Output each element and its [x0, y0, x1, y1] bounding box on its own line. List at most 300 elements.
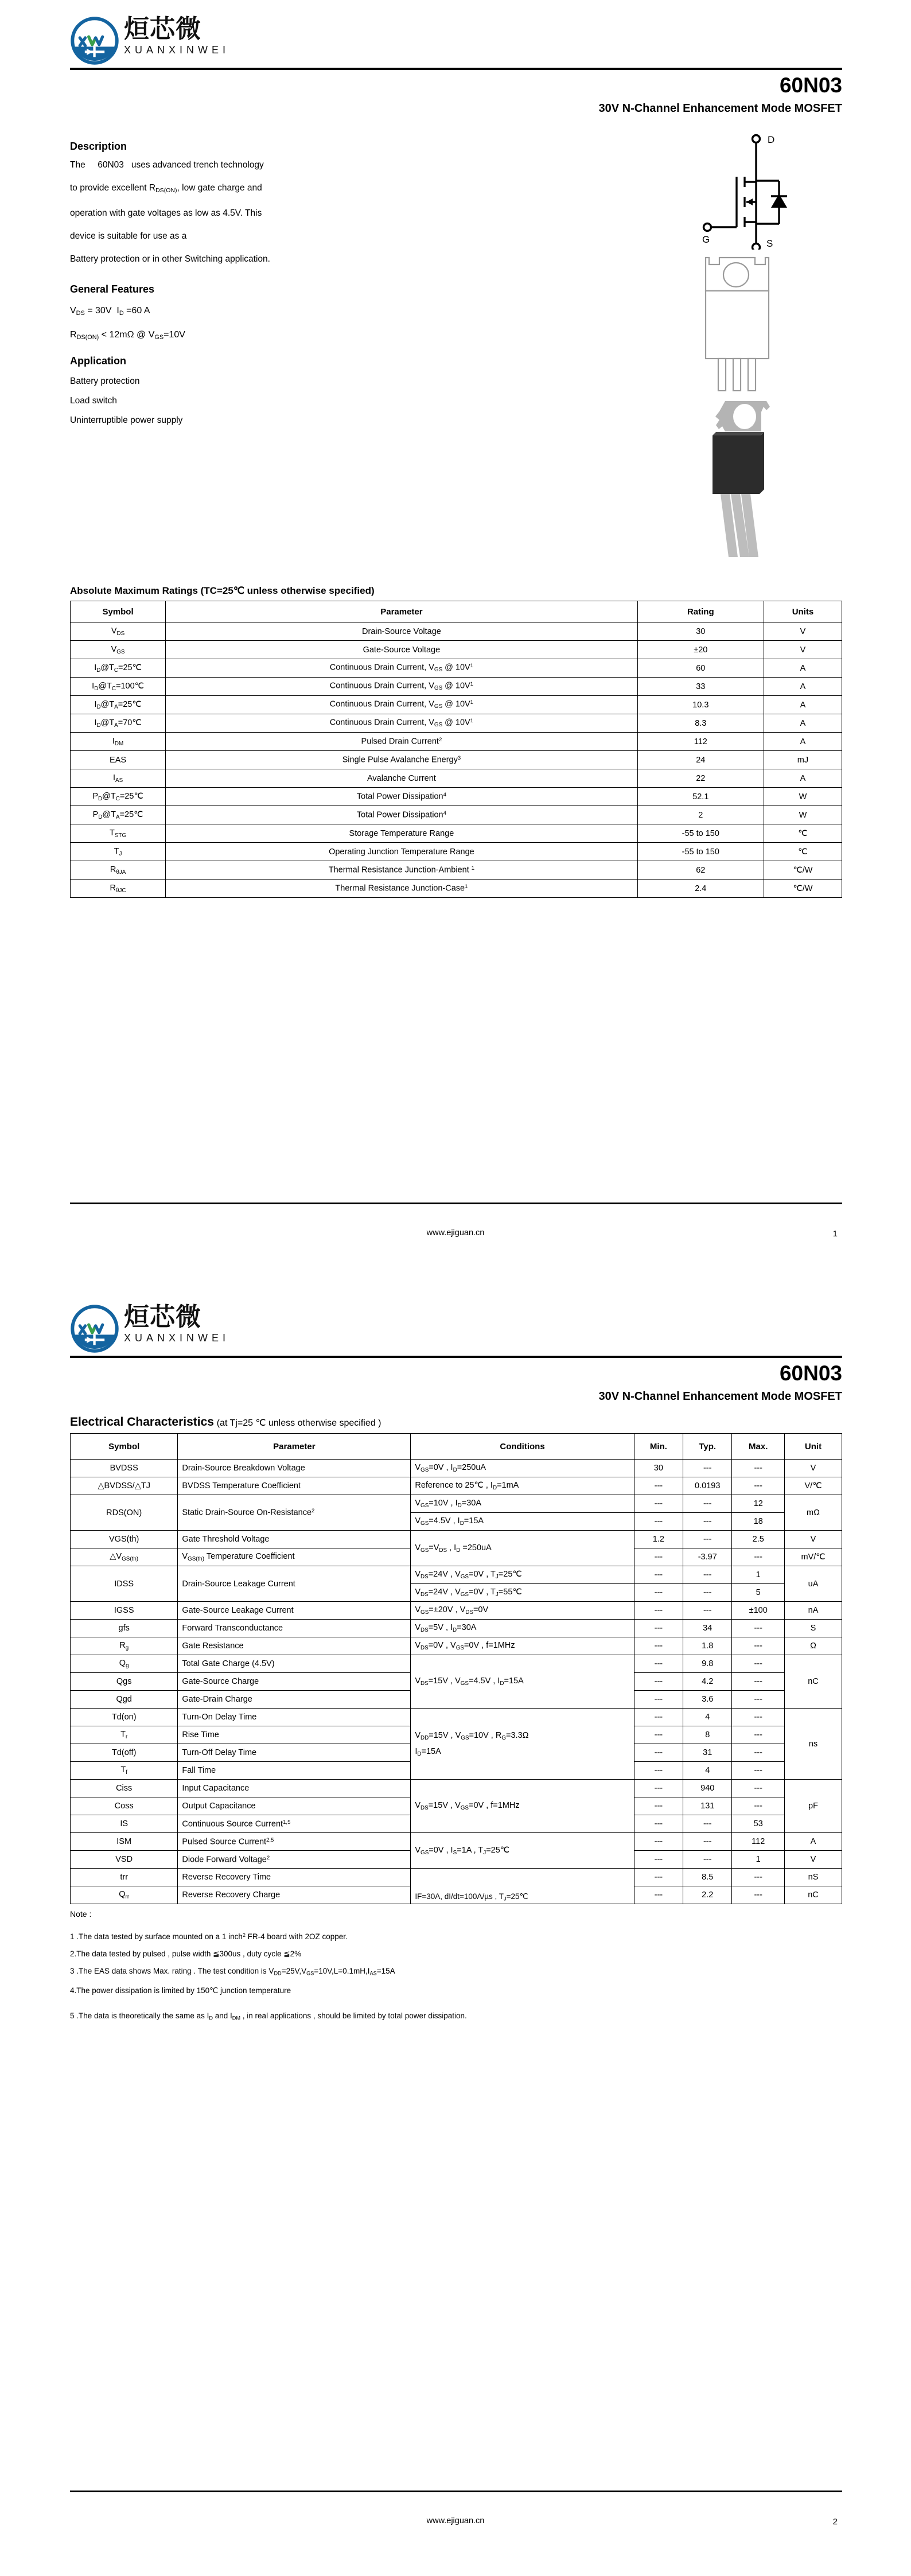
cell-min: ---	[634, 1744, 683, 1762]
cell-max: ---	[732, 1655, 785, 1673]
cell-min: ---	[634, 1477, 683, 1495]
cell-rating: 2	[637, 806, 764, 824]
absolute-max-title: Absolute Maximum Ratings (TC=25℃ unless otherwise specified)	[70, 585, 375, 596]
cell-typ: 31	[683, 1744, 732, 1762]
cell-parameter: Rise Time	[178, 1726, 411, 1744]
note-item: 4.The power dissipation is limited by 150℃ junction temperature	[70, 1986, 291, 1995]
cell-parameter: Total Gate Charge (4.5V)	[178, 1655, 411, 1673]
cell-symbol: Td(off)	[71, 1744, 178, 1762]
cell-parameter: Gate-Drain Charge	[178, 1691, 411, 1709]
cell-max: 18	[732, 1513, 785, 1531]
cell-symbol: $Q_g$	[71, 1655, 178, 1673]
electrical-title-condition: (at Tj=25 ℃ unless otherwise specified )	[216, 1418, 381, 1428]
cell-parameter: Gate-Source Charge	[178, 1673, 411, 1691]
cell-symbol: △BVDSS/△TJ	[71, 1477, 178, 1495]
cell-parameter: Total Power Dissipation$^4$	[166, 788, 638, 806]
cell-max: ---	[732, 1886, 785, 1904]
notes-heading: Note :	[70, 1909, 92, 1919]
cell-units: A	[764, 678, 842, 696]
xw-logo-icon	[70, 16, 119, 65]
cell-parameter: Storage Temperature Range	[166, 824, 638, 843]
column-header-conditions: Conditions	[411, 1434, 634, 1460]
general-features-line: $V_{DS} = 30V$ $I_D =60$ A	[70, 305, 150, 317]
table-row	[71, 1637, 842, 1655]
table-row	[71, 733, 842, 751]
cell-parameter: Forward Transconductance	[178, 1620, 411, 1637]
cell-symbol: IDSS	[71, 1566, 178, 1602]
cell-symbol: $T_r$	[71, 1726, 178, 1744]
electrical-section	[70, 1415, 842, 2026]
cell-rating: 62	[637, 861, 764, 880]
cell-min: ---	[634, 1815, 683, 1833]
cell-typ: ---	[683, 1566, 732, 1584]
cell-units: mJ	[764, 751, 842, 769]
cell-unit: nC	[785, 1886, 842, 1904]
cell-conditions: $V_{GS}=10V$ , $I_D=30A$	[411, 1495, 634, 1513]
cell-rating: ±20	[637, 641, 764, 659]
cell-symbol: $T_f$	[71, 1762, 178, 1780]
column-header-typ: Typ.	[683, 1434, 732, 1460]
cell-unit: V	[785, 1531, 842, 1548]
cell-parameter: Continuous Drain Current, $V_{GS}$ @ $10V^1$	[166, 678, 638, 696]
cell-conditions: $V_{GS}=4.5V$ , $I_D=15A$	[411, 1513, 634, 1531]
cell-symbol: $R_{\theta JC}$	[71, 880, 166, 898]
cell-max: ---	[732, 1726, 785, 1744]
cell-typ: 131	[683, 1797, 732, 1815]
cell-symbol: VSD	[71, 1851, 178, 1869]
cell-min: ---	[634, 1709, 683, 1726]
cell-typ: 0.0193	[683, 1477, 732, 1495]
cell-typ: -3.97	[683, 1548, 732, 1566]
cell-conditions: $V_{DD}=15V$ , $V_{GS}=10V$ , $R_G=3.3\Omega$ $I_D=15A$	[411, 1709, 634, 1780]
mosfet-symbol-diagram	[687, 132, 791, 250]
application-item: Battery protection	[70, 376, 140, 386]
application-heading: Application	[70, 355, 126, 367]
symbol-drain-label: D	[768, 134, 775, 145]
cell-conditions: IF=30A, dI/dt=100A/µs , $T_J=25℃$	[411, 1869, 634, 1904]
cell-min: ---	[634, 1584, 683, 1602]
cell-units: ℃/W	[764, 861, 842, 880]
cell-unit: A	[785, 1833, 842, 1851]
cell-min: ---	[634, 1620, 683, 1637]
cell-symbol: $I_D@T_C=25℃$	[71, 659, 166, 678]
page-number: 2	[832, 2517, 838, 2527]
table-row	[71, 1566, 842, 1584]
cell-typ: 4.2	[683, 1673, 732, 1691]
cell-conditions: $V_{DS}=15V$ , $V_{GS}=0V$ , f=1MHz	[411, 1780, 634, 1833]
description-line: device is suitable for use as a	[70, 231, 187, 241]
cell-parameter: Continuous Source Current$^{1,5}$	[178, 1815, 411, 1833]
company-logo	[70, 16, 229, 65]
cell-symbol: IGSS	[71, 1602, 178, 1620]
cell-units: A	[764, 769, 842, 788]
cell-symbol: gfs	[71, 1620, 178, 1637]
cell-symbol: $\triangle V_{GS(th)}$	[71, 1548, 178, 1566]
cell-typ: 940	[683, 1780, 732, 1797]
cell-rating: 30	[637, 622, 764, 641]
cell-min: ---	[634, 1602, 683, 1620]
brand-chinese-name: 烜芯微	[124, 1302, 201, 1332]
cell-min: ---	[634, 1797, 683, 1815]
application-item: Load switch	[70, 396, 117, 406]
cell-typ: 8	[683, 1726, 732, 1744]
cell-rating: 24	[637, 751, 764, 769]
table-row	[71, 1460, 842, 1477]
cell-max: ---	[732, 1620, 785, 1637]
cell-units: ℃/W	[764, 880, 842, 898]
cell-parameter: Thermal Resistance Junction-Ambient $^1$	[166, 861, 638, 880]
cell-conditions: $V_{GS}=\pm 20V$ , $V_{DS}=0V$	[411, 1602, 634, 1620]
table-row	[71, 622, 842, 641]
cell-symbol: EAS	[71, 751, 166, 769]
page-1-header	[70, 0, 842, 115]
cell-min: ---	[634, 1851, 683, 1869]
cell-conditions: $V_{DS}=5V$ , $I_D=30A$	[411, 1620, 634, 1637]
cell-parameter: Turn-On Delay Time	[178, 1709, 411, 1726]
column-header-units: Units	[764, 601, 842, 622]
cell-unit: nS	[785, 1869, 842, 1886]
document-subtitle: 30V N-Channel Enhancement Mode MOSFET	[598, 102, 842, 115]
table-row	[71, 1531, 842, 1548]
cell-unit: mV/℃	[785, 1548, 842, 1566]
electrical-characteristics-table	[70, 1433, 842, 1904]
table-row	[71, 696, 842, 714]
cell-units: W	[764, 788, 842, 806]
cell-parameter: Gate Resistance	[178, 1637, 411, 1655]
note-item: 5 .The data is theoretically the same as $I_D$ and $I_{DM}$ , in real applications , should be limited by total power dissipation.	[70, 2011, 467, 2021]
cell-symbol: RDS(ON)	[71, 1495, 178, 1531]
cell-units: ℃	[764, 843, 842, 861]
cell-typ: ---	[683, 1602, 732, 1620]
cell-typ: 34	[683, 1620, 732, 1637]
cell-rating: 2.4	[637, 880, 764, 898]
table-row	[71, 751, 842, 769]
cell-unit: ns	[785, 1709, 842, 1780]
cell-units: V	[764, 641, 842, 659]
table-row	[71, 788, 842, 806]
brand-chinese-name: 烜芯微	[124, 14, 201, 44]
cell-symbol: ISM	[71, 1833, 178, 1851]
absolute-max-section	[70, 585, 842, 898]
table-row	[71, 659, 842, 678]
cell-min: 30	[634, 1460, 683, 1477]
table-row	[71, 880, 842, 898]
column-header-parameter: Parameter	[166, 601, 638, 622]
cell-max: ---	[732, 1780, 785, 1797]
cell-units: ℃	[764, 824, 842, 843]
cell-parameter: Drain-Source Breakdown Voltage	[178, 1460, 411, 1477]
page-2	[0, 1288, 911, 2576]
header-divider	[70, 1356, 842, 1358]
column-header-parameter: Parameter	[178, 1434, 411, 1460]
absolute-max-body	[71, 622, 842, 898]
cell-max: 112	[732, 1833, 785, 1851]
general-features-line: $R_{DS(ON)} < 12m\Omega$ @ $V_{GS}=10V$	[70, 329, 185, 341]
cell-symbol: $I_{AS}$	[71, 769, 166, 788]
cell-rating: -55 to 150	[637, 843, 764, 861]
cell-min: ---	[634, 1780, 683, 1797]
cell-max: 1	[732, 1851, 785, 1869]
cell-symbol: BVDSS	[71, 1460, 178, 1477]
cell-parameter: Input Capacitance	[178, 1780, 411, 1797]
cell-min: 1.2	[634, 1531, 683, 1548]
to220-package-image	[670, 253, 802, 557]
cell-parameter: Continuous Drain Current, $V_{GS}$ @ $10V^1$	[166, 714, 638, 733]
cell-rating: 52.1	[637, 788, 764, 806]
application-item: Uninterruptible power supply	[70, 415, 183, 425]
cell-max: 5	[732, 1584, 785, 1602]
cell-symbol: VGS(th)	[71, 1531, 178, 1548]
cell-parameter: Turn-Off Delay Time	[178, 1744, 411, 1762]
cell-min: ---	[634, 1869, 683, 1886]
cell-typ: ---	[683, 1851, 732, 1869]
table-row	[71, 1869, 842, 1886]
cell-parameter: Fall Time	[178, 1762, 411, 1780]
table-row	[71, 806, 842, 824]
cell-typ: 4	[683, 1709, 732, 1726]
table-row	[71, 1477, 842, 1495]
cell-parameter: Pulsed Source Current$^{2,5}$	[178, 1833, 411, 1851]
table-header-row	[71, 1434, 842, 1460]
description-line: The 60N03 uses advanced trench technology	[70, 160, 264, 170]
table-row	[71, 824, 842, 843]
table-row	[71, 1709, 842, 1726]
graphics-column	[655, 132, 862, 557]
note-item: 3 .The EAS data shows Max. rating . The test condition is $V_{DD}=25V,V_{GS}=10V,L=0.1mH,I_{AS}=15A$	[70, 1967, 395, 1976]
cell-parameter: Operating Junction Temperature Range	[166, 843, 638, 861]
cell-unit: uA	[785, 1566, 842, 1602]
cell-symbol: $P_D@T_A=25℃$	[71, 806, 166, 824]
description-line: to provide excellent $R_{DS(ON)}$, low gate charge and	[70, 183, 262, 194]
cell-typ: ---	[683, 1460, 732, 1477]
absolute-maximum-ratings-table	[70, 601, 842, 898]
table-row	[71, 1780, 842, 1797]
cell-rating: 10.3	[637, 696, 764, 714]
cell-min: ---	[634, 1495, 683, 1513]
cell-parameter: Continuous Drain Current, $V_{GS}$ @ $10V^1$	[166, 696, 638, 714]
cell-max: ---	[732, 1673, 785, 1691]
cell-units: W	[764, 806, 842, 824]
cell-min: ---	[634, 1762, 683, 1780]
cell-conditions: Reference to 25℃ , $I_D=1mA$	[411, 1477, 634, 1495]
symbol-source-label: S	[766, 238, 773, 249]
cell-typ: 1.8	[683, 1637, 732, 1655]
cell-symbol: $I_{DM}$	[71, 733, 166, 751]
cell-typ: 4	[683, 1762, 732, 1780]
footer-divider	[70, 2491, 842, 2492]
cell-units: A	[764, 659, 842, 678]
cell-symbol: $I_D@T_A=25℃$	[71, 696, 166, 714]
table-row	[71, 678, 842, 696]
cell-typ: ---	[683, 1833, 732, 1851]
cell-symbol: $I_D@T_C=100℃$	[71, 678, 166, 696]
column-header-max: Max.	[732, 1434, 785, 1460]
table-row	[71, 1620, 842, 1637]
cell-max: ---	[732, 1637, 785, 1655]
cell-min: ---	[634, 1548, 683, 1566]
note-item: 1 .The data tested by surface mounted on a 1 inch$^2$ FR-4 board with 2OZ copper.	[70, 1932, 348, 1941]
column-header-rating: Rating	[637, 601, 764, 622]
cell-symbol: $I_D@T_A=70℃$	[71, 714, 166, 733]
cell-units: A	[764, 733, 842, 751]
table-row	[71, 641, 842, 659]
table-row	[71, 769, 842, 788]
cell-parameter: Total Power Dissipation$^4$	[166, 806, 638, 824]
cell-units: A	[764, 696, 842, 714]
cell-unit: mΩ	[785, 1495, 842, 1531]
cell-min: ---	[634, 1833, 683, 1851]
cell-parameter: Gate Threshold Voltage	[178, 1531, 411, 1548]
column-header-min: Min.	[634, 1434, 683, 1460]
cell-unit: nC	[785, 1655, 842, 1709]
electrical-title	[70, 1415, 842, 1429]
description-heading: Description	[70, 141, 127, 152]
cell-rating: -55 to 150	[637, 824, 764, 843]
cell-parameter: BVDSS Temperature Coefficient	[178, 1477, 411, 1495]
cell-symbol: Ciss	[71, 1780, 178, 1797]
cell-unit: V/℃	[785, 1477, 842, 1495]
cell-parameter: Avalanche Current	[166, 769, 638, 788]
cell-parameter: Pulsed Drain Current$^2$	[166, 733, 638, 751]
column-header-symbol: Symbol	[71, 1434, 178, 1460]
cell-max: ---	[732, 1869, 785, 1886]
cell-parameter: Output Capacitance	[178, 1797, 411, 1815]
cell-min: ---	[634, 1726, 683, 1744]
cell-typ: ---	[683, 1513, 732, 1531]
cell-symbol: $R_{\theta JA}$	[71, 861, 166, 880]
cell-min: ---	[634, 1637, 683, 1655]
description-line: Battery protection or in other Switching application.	[70, 254, 270, 264]
cell-min: ---	[634, 1691, 683, 1709]
cell-parameter: $V_{GS(th)}$ Temperature Coefficient	[178, 1548, 411, 1566]
cell-typ: 3.6	[683, 1691, 732, 1709]
cell-typ: 2.2	[683, 1886, 732, 1904]
cell-rating: 33	[637, 678, 764, 696]
footer-divider	[70, 1203, 842, 1204]
part-number: 60N03	[779, 73, 842, 97]
header-divider	[70, 68, 842, 70]
cell-symbol: $Q_{rr}$	[71, 1886, 178, 1904]
page-number: 1	[832, 1229, 838, 1239]
cell-typ: ---	[683, 1815, 732, 1833]
cell-parameter: Gate-Source Voltage	[166, 641, 638, 659]
document-subtitle: 30V N-Channel Enhancement Mode MOSFET	[598, 1390, 842, 1403]
cell-conditions: $V_{DS}=0V$ , $V_{GS}=0V$ , f=1MHz	[411, 1637, 634, 1655]
cell-parameter: Continuous Drain Current, $V_{GS}$ @ $10V^1$	[166, 659, 638, 678]
page-2-header	[70, 1288, 842, 1403]
brand-english-name: XUANXINWEI	[124, 1332, 230, 1344]
cell-rating: 60	[637, 659, 764, 678]
part-number: 60N03	[779, 1361, 842, 1385]
cell-symbol: $V_{GS}$	[71, 641, 166, 659]
cell-typ: 9.8	[683, 1655, 732, 1673]
electrical-body	[71, 1460, 842, 1904]
cell-unit: S	[785, 1620, 842, 1637]
cell-rating: 8.3	[637, 714, 764, 733]
cell-parameter: Drain-Source Leakage Current	[178, 1566, 411, 1602]
cell-unit: pF	[785, 1780, 842, 1833]
cell-conditions: $V_{DS}=24V$ , $V_{GS}=0V$ , $T_J=25℃$	[411, 1566, 634, 1584]
table-header-row	[71, 601, 842, 622]
symbol-gate-label: G	[702, 234, 710, 245]
cell-conditions: $V_{DS}=15V$ , $V_{GS}=4.5V$ , $I_D=15A$	[411, 1655, 634, 1709]
cell-max: ---	[732, 1460, 785, 1477]
cell-rating: 112	[637, 733, 764, 751]
table-row	[71, 1833, 842, 1851]
cell-symbol: $T_{STG}$	[71, 824, 166, 843]
table-row	[71, 861, 842, 880]
cell-conditions: $V_{GS}=0V$ , $I_S=1A$ , $T_J=25℃$	[411, 1833, 634, 1869]
cell-conditions: $V_{GS}=V_{DS}$ , $I_D =250uA$	[411, 1531, 634, 1566]
cell-symbol: $P_D@T_C=25℃$	[71, 788, 166, 806]
cell-max: 2.5	[732, 1531, 785, 1548]
cell-max: ---	[732, 1477, 785, 1495]
cell-parameter: Reverse Recovery Time	[178, 1869, 411, 1886]
cell-parameter: Diode Forward Voltage$^2$	[178, 1851, 411, 1869]
cell-parameter: Drain-Source Voltage	[166, 622, 638, 641]
cell-unit: nA	[785, 1602, 842, 1620]
cell-parameter: Static Drain-Source On-Resistance$^2$	[178, 1495, 411, 1531]
cell-max: ---	[732, 1762, 785, 1780]
cell-conditions: $V_{GS}=0V$ , $I_D=250uA$	[411, 1460, 634, 1477]
cell-symbol: Qgs	[71, 1673, 178, 1691]
general-features-heading: General Features	[70, 283, 155, 295]
cell-min: ---	[634, 1566, 683, 1584]
note-item: 2.The data tested by pulsed , pulse width ≦300us , duty cycle ≦2%	[70, 1949, 302, 1958]
cell-max: ±100	[732, 1602, 785, 1620]
cell-parameter: Single Pulse Avalanche Energy$^3$	[166, 751, 638, 769]
table-row	[71, 843, 842, 861]
cell-unit: V	[785, 1851, 842, 1869]
cell-min: ---	[634, 1513, 683, 1531]
cell-min: ---	[634, 1886, 683, 1904]
cell-min: ---	[634, 1673, 683, 1691]
table-row	[71, 1655, 842, 1673]
cell-max: ---	[732, 1709, 785, 1726]
cell-max: ---	[732, 1548, 785, 1566]
cell-conditions: $V_{DS}=24V$ , $V_{GS}=0V$ , $T_J=55℃$	[411, 1584, 634, 1602]
table-row	[71, 714, 842, 733]
cell-max: 12	[732, 1495, 785, 1513]
cell-max: ---	[732, 1691, 785, 1709]
company-logo	[70, 1304, 229, 1353]
cell-symbol: $T_J$	[71, 843, 166, 861]
footer-url: www.ejiguan.cn	[426, 1228, 485, 1238]
cell-symbol: $V_{DS}$	[71, 622, 166, 641]
cell-parameter: Reverse Recovery Charge	[178, 1886, 411, 1904]
column-header-unit: Unit	[785, 1434, 842, 1460]
column-header-symbol: Symbol	[71, 601, 166, 622]
cell-typ: ---	[683, 1584, 732, 1602]
cell-symbol: Qgd	[71, 1691, 178, 1709]
cell-symbol: Td(on)	[71, 1709, 178, 1726]
cell-max: 1	[732, 1566, 785, 1584]
cell-symbol: trr	[71, 1869, 178, 1886]
brand-english-name: XUANXINWEI	[124, 44, 230, 56]
cell-min: ---	[634, 1655, 683, 1673]
description-line: operation with gate voltages as low as 4.5V. This	[70, 208, 262, 218]
cell-parameter: Gate-Source Leakage Current	[178, 1602, 411, 1620]
description-column	[70, 141, 340, 430]
cell-max: ---	[732, 1797, 785, 1815]
xw-logo-icon	[70, 1304, 119, 1353]
cell-rating: 22	[637, 769, 764, 788]
cell-unit: V	[785, 1460, 842, 1477]
cell-units: V	[764, 622, 842, 641]
footer-url: www.ejiguan.cn	[426, 2516, 485, 2526]
electrical-title-main: Electrical Characteristics	[70, 1415, 214, 1429]
cell-parameter: Thermal Resistance Junction-Case$^1$	[166, 880, 638, 898]
